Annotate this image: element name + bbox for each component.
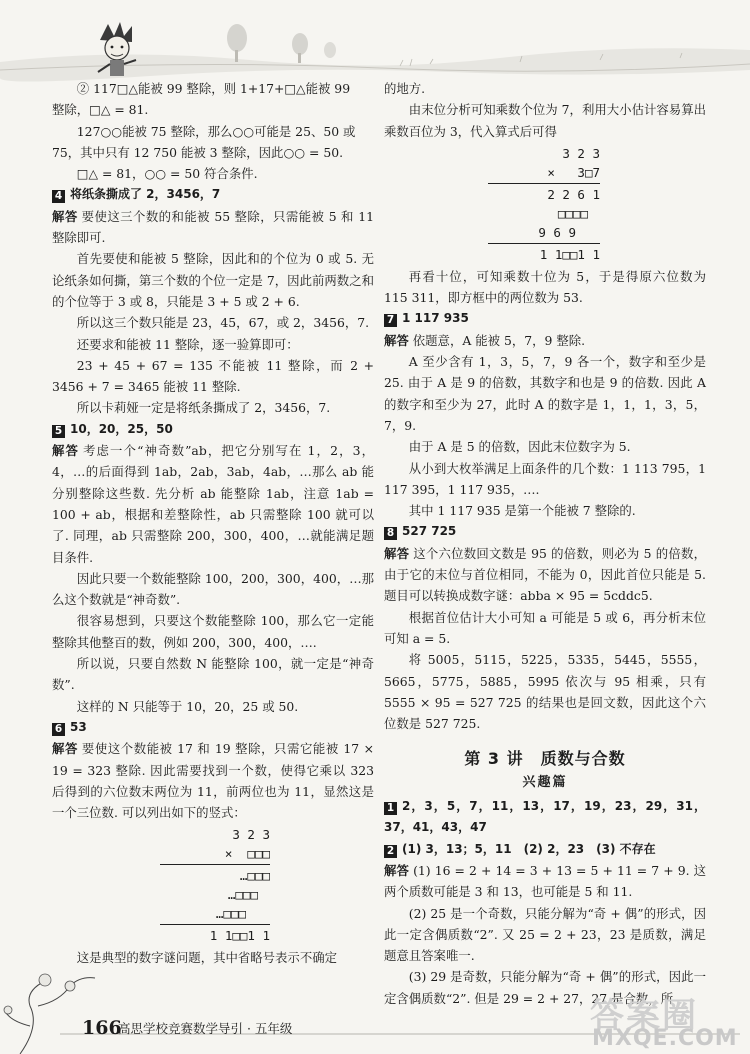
q4-para-2: 首先要使和能被 5 整除，因此和的个位为 0 或 5. 无论纸条如何撕，第三个数的个位一定是 7，因此前两数之和的个位等于 3 或 8，只能是 3 + 5 或 2 + 6. [52, 251, 374, 309]
watermark-logo: 答案圈 [590, 996, 698, 1036]
q4-para-3: 所以这三个数只能是 23，45，67，或 2，3456，7. [76, 315, 370, 331]
q4-para-5: 23 + 45 + 67 = 135 不能被 11 整除，而 2 + 3456 + 7 = 3465 能被 11 整除. [52, 357, 374, 395]
q3-line-2: 整除，□△ = 81. [52, 102, 149, 118]
q8-para-3: 将 5005，5115，5225，5335，5445，5555，5665，5775，5885，5995 依次与 95 相乘，只有 5555 × 95 = 527 725 的结果也是回文数，因此这个六位数是 527 725. [384, 652, 706, 732]
q7-para-5: 其中 1 117 935 是第一个能被 7 整除的. [408, 503, 636, 519]
q7-answer: 1 117 935 [402, 311, 469, 326]
q6-para-2: 这是典型的数字谜问题，其中省略号表示不确定 [76, 950, 337, 966]
q4-solution-label: 解答 [52, 208, 78, 224]
q8-answer: 527 725 [402, 524, 457, 539]
s2-para-1 [384, 860, 706, 903]
q6-solution-label: 解答 [52, 741, 78, 757]
calc2-rule [488, 183, 600, 184]
flower-icon [39, 974, 51, 986]
q4-text-1: 要使这三个数的和能被 55 整除，只需能被 5 和 11 整除即可. [52, 208, 375, 246]
s2-solution-label: 解答 [384, 862, 410, 878]
q6-number-badge: 6 [52, 723, 65, 736]
q4-para-1 [52, 206, 374, 249]
q7-para-1 [384, 330, 706, 351]
q5-para-1 [52, 440, 374, 568]
flower-icon [4, 1006, 12, 1014]
calc2-row: □□□□ [550, 205, 588, 221]
vertical-multiplication-2 [488, 144, 600, 264]
q6-text-1: 要使这个数能被 17 和 19 整除，只需它能被 17 × 19 = 323 整除. 因此需要找到一个数，使得它乘以 323 后得到的六位数末两位为 11，前两位也为 11，显然这是一个三位数. 可以列出如下的竖式： [52, 741, 374, 821]
q4-para-6: 所以卡莉娅一定是将纸条撕成了 2，3456，7. [76, 400, 331, 416]
calc2-row: 1 1□□1 1 [539, 246, 600, 262]
q3-line-3: 127○○能被 75 整除，那么○○可能是 25、50 或 [76, 123, 356, 139]
q5-answer-line [52, 419, 374, 440]
q5-solution-label: 解答 [52, 443, 80, 459]
calc1-row: …□□□ [220, 887, 258, 903]
flower-icon [65, 981, 75, 991]
q8-answer-line [384, 521, 706, 542]
calc2-row: × 3□7 [547, 164, 600, 180]
q7-para-2: A 至少含有 1，3，5，7，9 各一个，数字和至少是 25. 由于 A 是 9 的倍数，其数字和也是 9 的倍数. 因此 A 的数字和至少为 27，此时 A 的数字是 1，1，1，3，5，7，9. [384, 354, 706, 433]
calc2-row: 3 2 3 [532, 145, 600, 161]
q8-text-1: 这个六位数回文数是 95 的倍数，则必为 5 的倍数，由于它的末位与首位相同，不能为 0，因此首位只能是 5. 题目可以转换成数字谜：abba × 95 = 5cddc5. [384, 545, 707, 604]
q8-para-1 [384, 543, 706, 607]
q5-number-badge: 5 [52, 425, 65, 438]
calc1-row: × □□□ [224, 846, 270, 862]
q5-text-1: 考虑一个“神奇数”ab，把它分别写在 1，2，3，4，…的后面得到 1ab，2ab，3ab，4ab，…那么 ab 能分别整除这些数. 先分析 ab 能整除 1ab，注意 1ab = 100 + ab，根据和差整除性，ab 只需整除 100 就可以了. 同理，ab 只需整除 200，300，400，…就能满足题目条件. [52, 443, 374, 565]
page-number: 166 [82, 1017, 122, 1039]
q3-line-1: ② 117□△能被 99 整除，则 1+17+□△能被 99 [76, 81, 351, 96]
q8-para-2: 根据首位估计大小可知 a 可能是 5 或 6，再分析末位可知 a = 5. [384, 609, 706, 646]
q8-number-badge: 8 [384, 527, 397, 540]
s2-number-badge: 2 [384, 845, 397, 858]
q7-para-4: 从小到大枚举满足上面条件的几个数：1 113 795，1 117 395，1 117 935，…. [384, 460, 706, 497]
s2-para-3: (3) 29 是奇数，只能分解为“奇 + 偶”的形式，因此一定含偶质数“2”. 但是 29 = 2 + 27，27 是合数，所 [384, 969, 706, 1006]
q6-cont-2: 由末位分析可知乘数个位为 7，利用大小估计容易算出乘数百位为 3，代入算式后可得 [384, 102, 706, 139]
calc2-row: 9 6 9 [538, 224, 576, 240]
watermark-url: MXQE.COM [592, 1026, 738, 1051]
q3-line-5: □△ = 81，○○ = 50 符合条件. [76, 166, 258, 182]
calc1-rule [160, 924, 270, 925]
s1-answer: 2，3，5，7，11，13，17，19，23，29，31，37，41，43，47 [384, 799, 706, 835]
q7-text-1: 依题意，A 能被 5，7，9 整除. [412, 332, 586, 348]
q6-cont-3: 再看十位，可知乘数十位为 5，于是得原六位数为 115 311，即方框中的两位数为 53. [384, 268, 706, 306]
tree-icon [227, 24, 336, 63]
calc1-row: …□□□ [215, 906, 246, 922]
q6-para-1 [52, 738, 374, 823]
q7-number-badge: 7 [384, 314, 397, 327]
s1-number-badge: 1 [384, 802, 397, 815]
right-column [384, 78, 706, 1009]
q5-para-5: 这样的 N 只能等于 10，20，25 或 50. [76, 698, 299, 714]
q6-answer: 53 [70, 719, 87, 734]
calc1-row: …□□□ [224, 868, 270, 884]
s2-answer: (1) 3，13；5，11 (2) 2，23 (3) 不存在 [402, 841, 656, 856]
q4-number-badge: 4 [52, 190, 65, 203]
q7-para-3: 由于 A 是 5 的倍数，因此末位数字为 5. [408, 439, 631, 455]
s2-text-1: (1) 16 = 2 + 14 = 3 + 13 = 5 + 11 = 7 + 9. 这两个质数可能是 3 和 13，也可能是 5 和 11. [384, 862, 706, 900]
section-subtitle: 兴趣篇 [522, 774, 568, 790]
q5-answer: 10，20，25，50 [70, 421, 173, 436]
vertical-multiplication-1 [160, 825, 270, 945]
q6-cont-1: 的地方. [384, 81, 426, 96]
q5-para-2: 因此只要一个数能整除 100，200，300，400，…那么这个数就是“神奇数”. [52, 570, 374, 608]
left-column [52, 78, 374, 969]
q3-line-4: 75，其中只有 12 750 能被 3 整除，因此○○ = 50. [52, 144, 344, 160]
calc1-row: 1 1□□1 1 [209, 928, 270, 944]
s2-answer-line [384, 839, 706, 860]
s2-para-2: (2) 25 是一个奇数，只能分解为“奇 + 偶”的形式，因此一定含偶质数“2”. 又 25 = 2 + 23，23 是质数，满足题意且答案唯一. [384, 905, 706, 964]
calc1-row: 3 2 3 [217, 827, 270, 843]
flower-vine-icon [5, 978, 95, 1054]
q6-answer-line [52, 717, 374, 738]
q8-solution-label: 解答 [384, 545, 410, 561]
q4-para-4: 还要求和能被 11 整除，逐一验算即可： [76, 336, 299, 352]
calc2-row: 2 2 6 1 [532, 186, 600, 202]
q4-answer-line [52, 184, 374, 205]
q7-answer-line [384, 308, 706, 329]
calc2-rule [488, 243, 600, 244]
q5-para-3: 很容易想到，只要这个数能整除 100，那么它一定能整除其他整百的数，例如 200，300，400，…. [52, 613, 374, 650]
calc1-rule [160, 864, 270, 865]
s1-answer-line [384, 796, 706, 839]
q4-answer: 将纸条撕成了 2，3456，7 [70, 187, 221, 202]
section-title: 第 3 讲 质数与合数 [464, 749, 626, 769]
q7-solution-label: 解答 [384, 332, 409, 348]
q5-para-4: 所以说，只要自然数 N 能整除 100，就一定是“神奇数”. [52, 656, 374, 693]
book-title: 高思学校竞赛数学导引 · 五年级 [118, 1021, 293, 1036]
